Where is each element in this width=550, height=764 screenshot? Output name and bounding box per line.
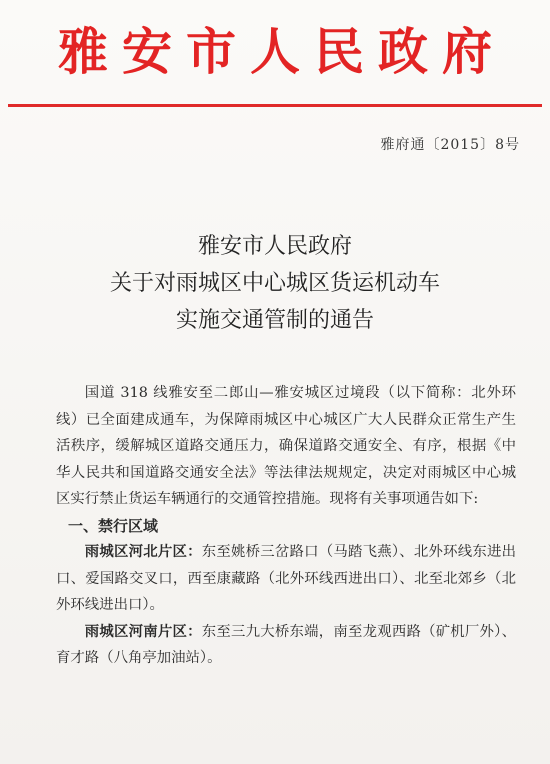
notice-title-line-2: 关于对雨城区中心城区货运机动车: [109, 271, 440, 296]
zone-paragraph-hebei: [56, 539, 516, 619]
zone-paragraph-henan: [56, 619, 516, 672]
red-separator-rule: [8, 104, 542, 107]
notice-body: [56, 380, 516, 672]
notice-title: [0, 228, 550, 339]
zone-text-henan: 东至三九大桥东端，南至龙观西路（矿机厂外）、育才路（八角亭加油站）。: [56, 623, 516, 666]
zone-label-henan: 雨城区河南片区：: [84, 623, 202, 640]
zone-text-hebei: 东至姚桥三岔路口（马踏飞燕）、北外环线东进出口、爱国路交叉口，西至康藏路（北外环线西进出口）、北至北郊乡（北外环线进出口）。: [56, 544, 516, 613]
notice-title-line-3: 实施交通管制的通告: [175, 308, 374, 333]
intro-paragraph: 国道 318 线雅安至二郎山—雅安城区过境段（以下简称：北外环线）已全面建成通车，为保障雨城区中心城区广大人民群众正常生产生活秩序，缓解城区道路交通压力，确保道路交通安全、有序，根据《中华人民共和国道路交通安全法》等法律法规规定，决定对雨城区中心城区实行禁止货运车辆通行的交通管控措施。现将有关事项通告如下:: [56, 385, 516, 507]
zone-label-hebei: 雨城区河北片区：: [84, 544, 202, 560]
document-number: 雅府通〔2015〕8号: [380, 137, 520, 153]
issuer-header: 雅安市人民政府: [58, 23, 506, 81]
notice-title-line-1: 雅安市人民政府: [197, 234, 352, 259]
section-heading-restricted-zones: 一、禁行区域: [68, 516, 159, 535]
